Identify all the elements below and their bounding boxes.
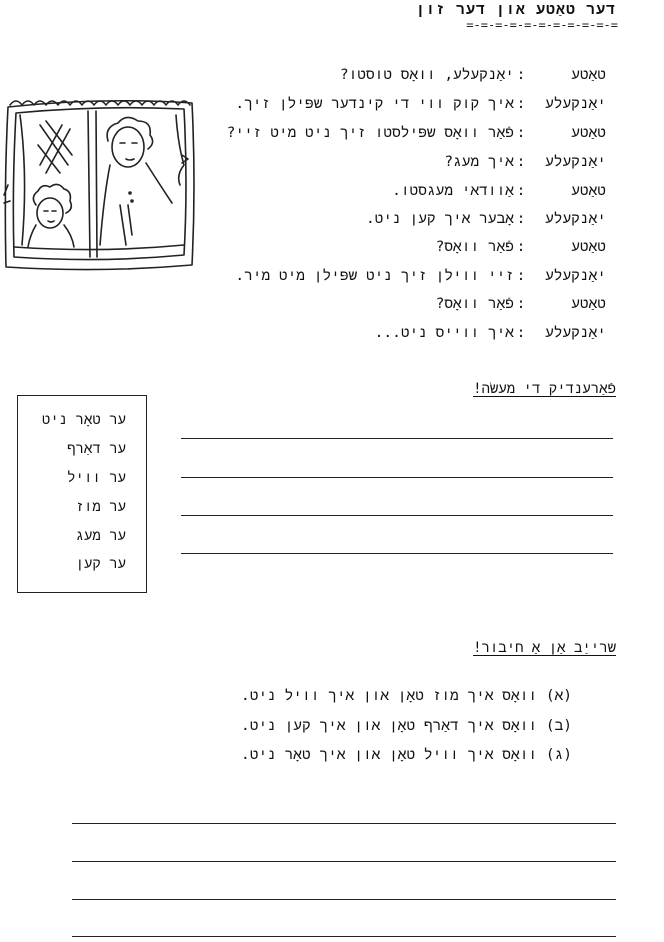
speaker: יאַנקעלע: [545, 324, 606, 341]
composition-prompt: (ב) וואָס איך דאַרף טאָן און איך קען ניט.: [241, 718, 572, 734]
dialogue-line: [340, 64, 606, 86]
answer-line[interactable]: [72, 899, 616, 900]
colon: :: [516, 67, 526, 83]
speaker: יאַנקעלע: [545, 210, 606, 227]
dialogue-text: פֿאַר וואָס?: [435, 238, 514, 255]
dialogue-line: [375, 322, 606, 344]
word-bank-item: ער טאָר ניט: [41, 412, 126, 428]
colon: :: [516, 96, 526, 112]
dialogue-line: [436, 236, 606, 258]
colon: :: [516, 296, 526, 312]
title-underline: =-=-=-=-=-=-=-=-=-=-=: [466, 18, 618, 32]
colon: :: [516, 211, 526, 227]
answer-line[interactable]: [72, 861, 616, 862]
word-bank-item: ער קען: [75, 556, 126, 572]
dialogue-text: אַוודאי מעגסטו.: [392, 182, 514, 199]
answer-line[interactable]: [72, 823, 616, 824]
colon: :: [516, 325, 526, 341]
dialogue-text: אָבער איך קען ניט.: [365, 210, 514, 227]
dialogue-line: [444, 151, 606, 173]
dialogue-text: יאַנקעלע, וואָס טוסטו?: [339, 66, 514, 83]
answer-line[interactable]: [181, 438, 613, 439]
colon: :: [516, 183, 526, 199]
composition-heading: שרייַב אַן אַ חיבור!: [473, 640, 616, 656]
answer-line[interactable]: [72, 936, 616, 937]
colon: :: [516, 154, 526, 170]
dialogue-text: זיי ווילן זיך ניט שפּילן מיט מיר.: [235, 267, 514, 284]
speaker: טאַטע: [571, 238, 606, 255]
dialogue-text: איך קוק ווי די קינדער שפּילן זיך.: [235, 95, 514, 112]
word-bank-box: [17, 395, 147, 593]
dialogue-line: [235, 265, 606, 287]
speaker: טאַטע: [571, 182, 606, 199]
speaker: טאַטע: [571, 66, 606, 83]
window-illustration: [0, 85, 200, 275]
answer-line[interactable]: [181, 515, 613, 516]
speaker: טאַטע: [571, 124, 606, 141]
speaker: יאַנקעלע: [545, 153, 606, 170]
dialogue-line: [366, 208, 606, 230]
dialogue-line: [235, 93, 606, 115]
colon: :: [516, 125, 526, 141]
speaker: טאַטע: [571, 295, 606, 312]
speaker: יאַנקעלע: [545, 95, 606, 112]
dialogue-line: [227, 122, 606, 144]
dialogue-text: איך מעג?: [444, 153, 514, 170]
answer-line[interactable]: [181, 553, 613, 554]
dialogue-text: פֿאַר וואָס?: [435, 295, 514, 312]
speaker: יאַנקעלע: [545, 267, 606, 284]
word-bank-item: ער מעג: [75, 528, 126, 544]
finish-story-heading: פֿאַרענדיק די מעשׂה!: [473, 381, 616, 397]
dialogue-line: [436, 293, 606, 315]
word-bank-item: ער דאַרף: [67, 441, 126, 457]
composition-prompt: (ג) וואָס איך וויל טאָן און איך טאָר ניט.: [241, 747, 572, 763]
page-title: דער טאַטע און דער זון: [415, 0, 616, 18]
colon: :: [516, 268, 526, 284]
answer-line[interactable]: [181, 477, 613, 478]
dialogue-line: [392, 180, 606, 202]
word-bank-item: ער וויל: [67, 470, 126, 486]
dialogue-text: פֿאַר וואָס שפּילסטו זיך ניט מיט זיי?: [226, 124, 514, 141]
colon: :: [516, 239, 526, 255]
composition-prompt: (א) וואָס איך מוז טאָן און איך וויל ניט.: [241, 688, 572, 704]
dialogue-text: איך ווייס ניט...: [374, 324, 514, 341]
word-bank-item: ער מוז: [75, 499, 126, 515]
